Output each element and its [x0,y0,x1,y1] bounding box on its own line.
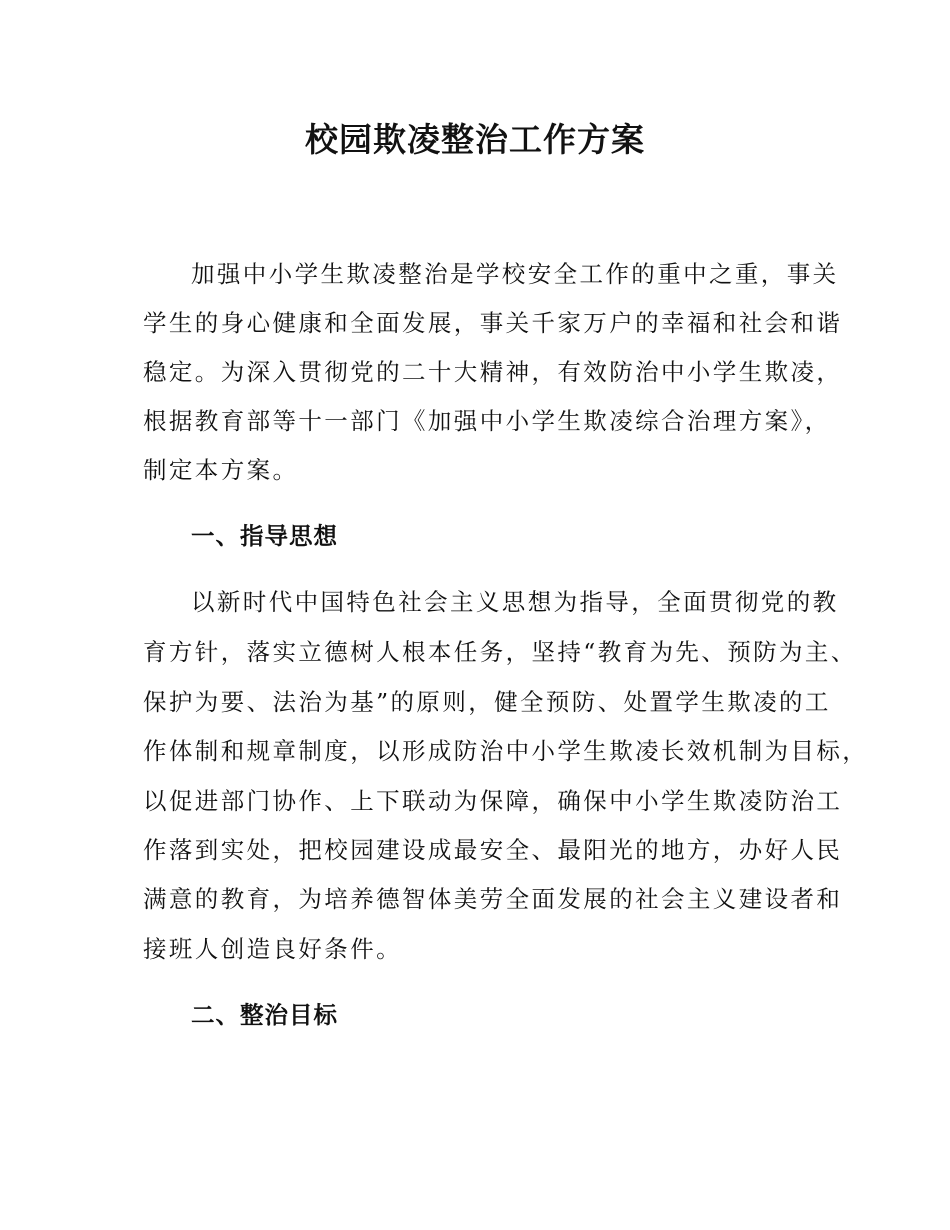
section1-line-4: 作体制和规章制度，以形成防治中小学生欺凌长效机制为目标， [143,737,869,765]
section-heading-rectification-goals: 二、整治目标 [191,1001,338,1029]
intro-line-2: 学生的身心健康和全面发展，事关千家万户的幸福和社会和谐 [143,309,843,337]
intro-line-5: 制定本方案。 [143,456,299,484]
section1-line-1: 以新时代中国特色社会主义思想为指导，全面贯彻党的教 [191,588,839,616]
document-title: 校园欺凌整治工作方案 [305,120,645,159]
section1-line-6: 作落到实处，把校园建设成最安全、最阳光的地方，办好人民 [143,836,843,864]
section1-line-3: 保护为要、法治为基”的原则，健全预防、处置学生欺凌的工 [143,688,831,716]
section1-line-7: 满意的教育，为培养德智体美劳全面发展的社会主义建设者和 [143,885,843,913]
section1-line-5: 以促进部门协作、上下联动为保障，确保中小学生欺凌防治工 [143,787,843,815]
intro-line-1: 加强中小学生欺凌整治是学校安全工作的重中之重，事关 [191,260,839,288]
section-heading-guiding-ideology: 一、指导思想 [191,522,338,550]
intro-line-4: 根据教育部等十一部门《加强中小学生欺凌综合治理方案》， [143,407,831,435]
intro-line-3: 稳定。为深入贯彻党的二十大精神，有效防治中小学生欺凌， [143,358,843,386]
section1-line-2: 育方针，落实立德树人根本任务，坚持“教育为先、预防为主、 [143,638,857,666]
section1-line-8: 接班人创造良好条件。 [143,935,402,963]
